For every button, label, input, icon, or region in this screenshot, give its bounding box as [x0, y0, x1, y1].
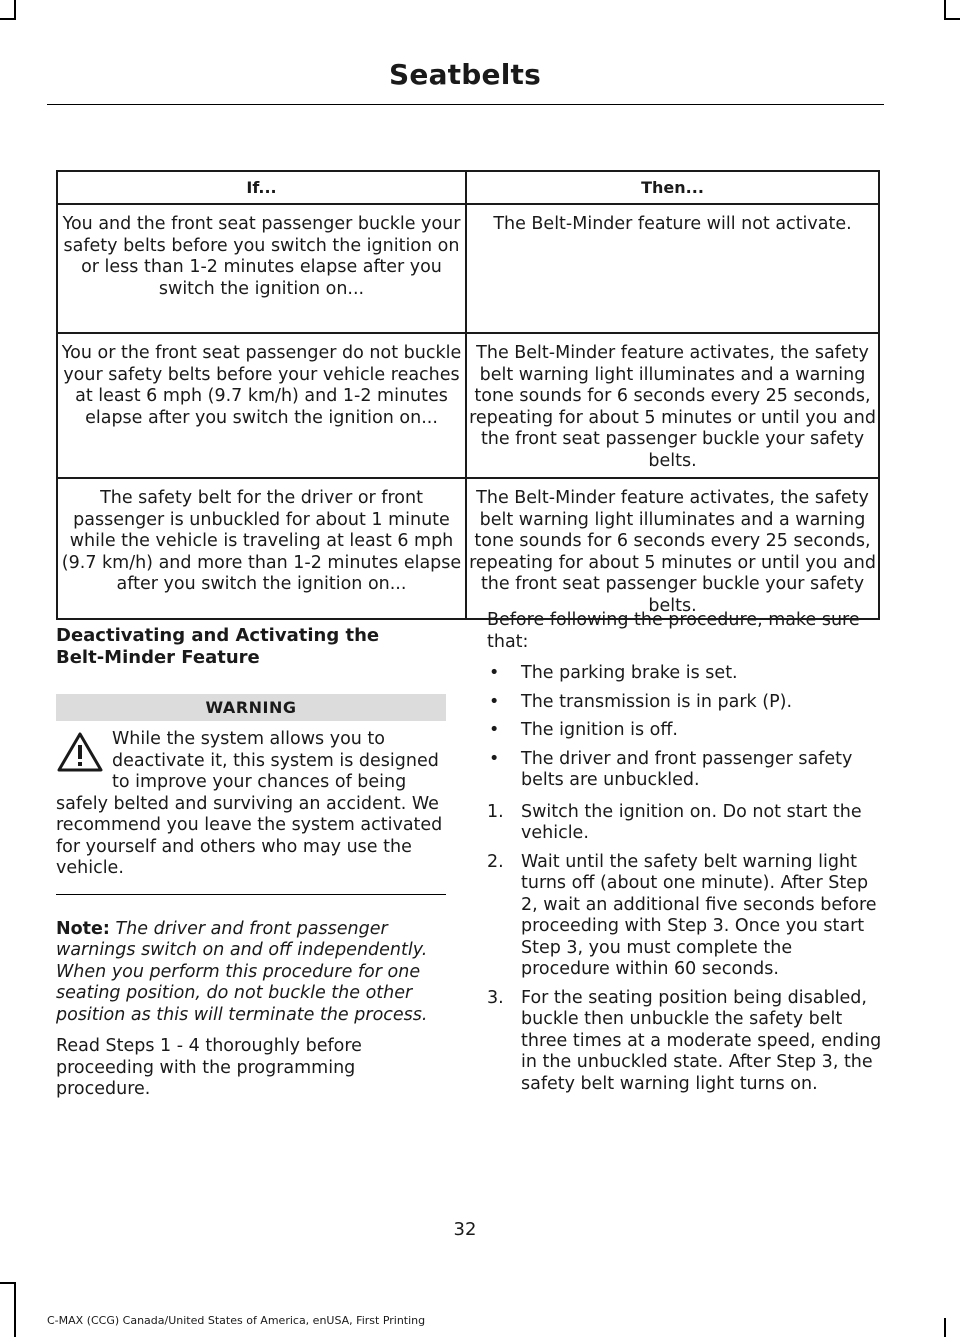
step-item [487, 988, 882, 1096]
list-item-text: The transmission is in park (P). [521, 691, 793, 712]
step-item [487, 852, 882, 981]
note-label: Note: [56, 918, 110, 939]
step-number: 2. [487, 851, 504, 872]
crop-mark [0, 1282, 16, 1284]
list-item-text: The ignition is off. [521, 720, 678, 740]
table-header-if: If... [57, 171, 466, 204]
read-steps-paragraph: Read Steps 1 - 4 thoroughly before proceeding with the programming procedure. [56, 1036, 362, 1099]
warning-banner: WARNING [56, 694, 446, 721]
list-item [487, 720, 882, 742]
crop-mark [14, 0, 16, 18]
note [56, 919, 446, 1027]
procedure-intro: Before following the procedure, make sure that: [487, 610, 860, 652]
warning-triangle-icon [56, 731, 104, 773]
table-cell-then: The Belt-Minder feature activates, the safety belt warning light illuminates and a warning tone sounds for 6 seconds every 25 seconds, repeating for about 5 minutes or until you and the front seat passenger buckle your safety belts. [466, 333, 879, 478]
table-cell-if: The safety belt for the driver or front passenger is unbuckled for about 1 minute while the vehicle is traveling at least 6 mph (9.7 km/h) and more than 1-2 minutes elapse after you switch the ignition on... [57, 478, 466, 619]
bullet-glyph: • [489, 720, 500, 740]
footer-text: C-MAX (CCG) Canada/United States of America, enUSA, First Printing [47, 1314, 426, 1327]
crop-mark [944, 1318, 946, 1337]
step-item [487, 802, 882, 845]
crop-mark [944, 18, 960, 20]
crop-mark [944, 0, 946, 18]
step-text: For the seating position being disabled, buckle then unbuckle the safety belt three times at a moderate speed, ending in the unbuckled state. After Step 3, the safety belt warning light turns on. [521, 987, 882, 1094]
page-title: Seatbelts [389, 58, 541, 91]
table-cell-if: You and the front seat passenger buckle your safety belts before you switch the ignition on or less than 1-2 minutes elapse after you switch the ignition on... [57, 204, 466, 333]
table-row [57, 204, 879, 333]
list-item [487, 749, 882, 792]
list-item [487, 692, 882, 714]
list-item-text: The parking brake is set. [521, 663, 738, 683]
bullet-glyph: • [489, 691, 500, 712]
table-cell-if: You or the front seat passenger do not buckle your safety belts before your vehicle reaches at least 6 mph (9.7 km/h) and 1-2 minutes elapse after you switch the ignition on... [57, 333, 466, 478]
warning-text: While the system allows you to deactivate it, this system is designed to improve your chances of being safely belted and surviving an accident. We recommend you leave the system activated for yourself and others who may use the vehicle. [56, 729, 443, 878]
procedure-steps [487, 802, 882, 1096]
right-column [487, 610, 882, 1102]
crop-mark [14, 1282, 16, 1337]
left-column [56, 625, 446, 1101]
belt-minder-table [56, 170, 880, 620]
table-header-row [57, 171, 879, 204]
crop-mark [0, 18, 16, 20]
note-text: The driver and front passenger warnings switch on and off independently. When you perform this procedure for one seating position, do not buckle the other position as this will terminate the process. [56, 918, 428, 1025]
table-cell-then: The Belt-Minder feature activates, the safety belt warning light illuminates and a warning tone sounds for 6 seconds every 25 seconds, repeating for about 5 minutes or until you and the front seat passenger buckle your safety belts. [466, 478, 879, 619]
warning-rule [56, 894, 446, 895]
step-number: 1. [487, 801, 504, 822]
section-heading: Deactivating and Activating the Belt-Minder Feature [56, 625, 380, 668]
table-row [57, 478, 879, 619]
page-number: 32 [453, 1219, 477, 1240]
step-text: Wait until the safety belt warning light turns off (about one minute). After Step 2, wait an additional five seconds before proceeding with Step 3. Once you start Step 3, you must complete the procedure within 60 seconds. [521, 851, 877, 979]
warning-box [56, 729, 446, 880]
list-item-text: The driver and front passenger safety belts are unbuckled. [521, 748, 853, 790]
table-cell-then: The Belt-Minder feature will not activate. [466, 204, 879, 333]
bullet-glyph: • [489, 748, 500, 769]
step-text: Switch the ignition on. Do not start the vehicle. [521, 801, 862, 843]
header-rule [47, 104, 884, 105]
step-number: 3. [487, 987, 504, 1008]
table-header-then: Then... [466, 171, 879, 204]
table-row [57, 333, 879, 478]
list-item [487, 663, 882, 685]
precondition-list [487, 663, 882, 792]
bullet-glyph: • [489, 663, 500, 683]
